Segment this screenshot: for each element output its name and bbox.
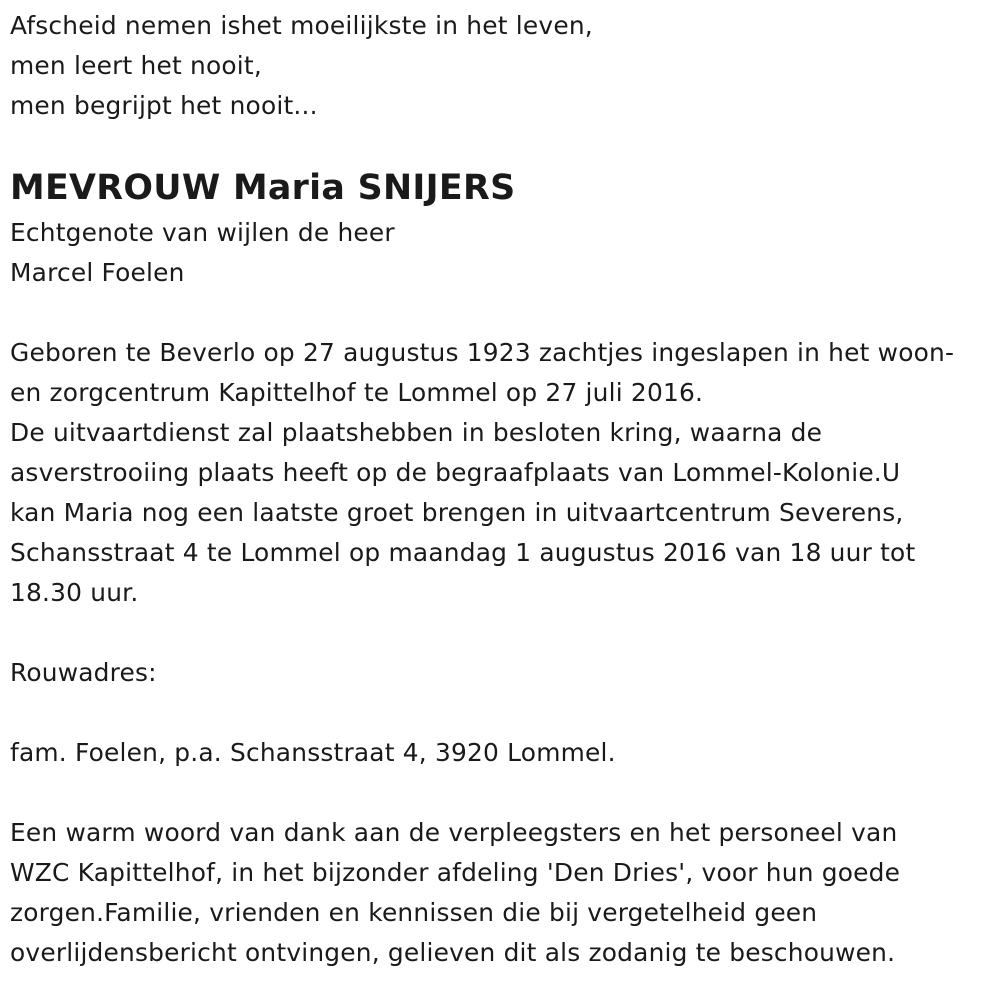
body-line: 18.30 uur.: [10, 578, 139, 607]
body-line: kan Maria nog een laatste groet brengen in uitvaartcentrum Severens,: [10, 498, 904, 527]
obituary-notice: [10, 6, 995, 973]
thanks-line: WZC Kapittelhof, in het bijzonder afdeling 'Den Dries', voor hun goede: [10, 858, 901, 887]
thanks-paragraph: [10, 813, 995, 973]
body-line: Geboren te Beverlo op 27 augustus 1923 zachtjes ingeslapen in het woon-: [10, 338, 955, 367]
body-line: De uitvaartdienst zal plaatshebben in besloten kring, waarna de: [10, 418, 823, 447]
body-line: en zorgcentrum Kapittelhof te Lommel op 27 juli 2016.: [10, 378, 704, 407]
thanks-line: zorgen.Familie, vrienden en kennissen die bij vergetelheid geen: [10, 898, 818, 927]
spouse-info: [10, 213, 995, 293]
spouse-line: Marcel Foelen: [10, 258, 185, 287]
poem-line: men begrijpt het nooit...: [10, 91, 318, 120]
body-line: Schansstraat 4 te Lommel op maandag 1 augustus 2016 van 18 uur tot: [10, 538, 916, 567]
address-label: Rouwadres:: [10, 658, 157, 687]
spouse-line: Echtgenote van wijlen de heer: [10, 218, 395, 247]
deceased-name-title: MEVROUW Maria SNIJERS: [10, 168, 516, 208]
thanks-line: Een warm woord van dank aan de verpleegsters en het personeel van: [10, 818, 898, 847]
mourning-address: fam. Foelen, p.a. Schansstraat 4, 3920 Lommel.: [10, 738, 616, 767]
thanks-line: overlijdensbericht ontvingen, gelieven dit als zodanig te beschouwen.: [10, 938, 896, 967]
poem-line: Afscheid nemen ishet moeilijkste in het leven,: [10, 11, 593, 40]
body-line: asverstrooiing plaats heeft op de begraafplaats van Lommel-Kolonie.U: [10, 458, 901, 487]
body-paragraph: [10, 333, 995, 613]
poem-line: men leert het nooit,: [10, 51, 262, 80]
poem: [10, 6, 995, 126]
